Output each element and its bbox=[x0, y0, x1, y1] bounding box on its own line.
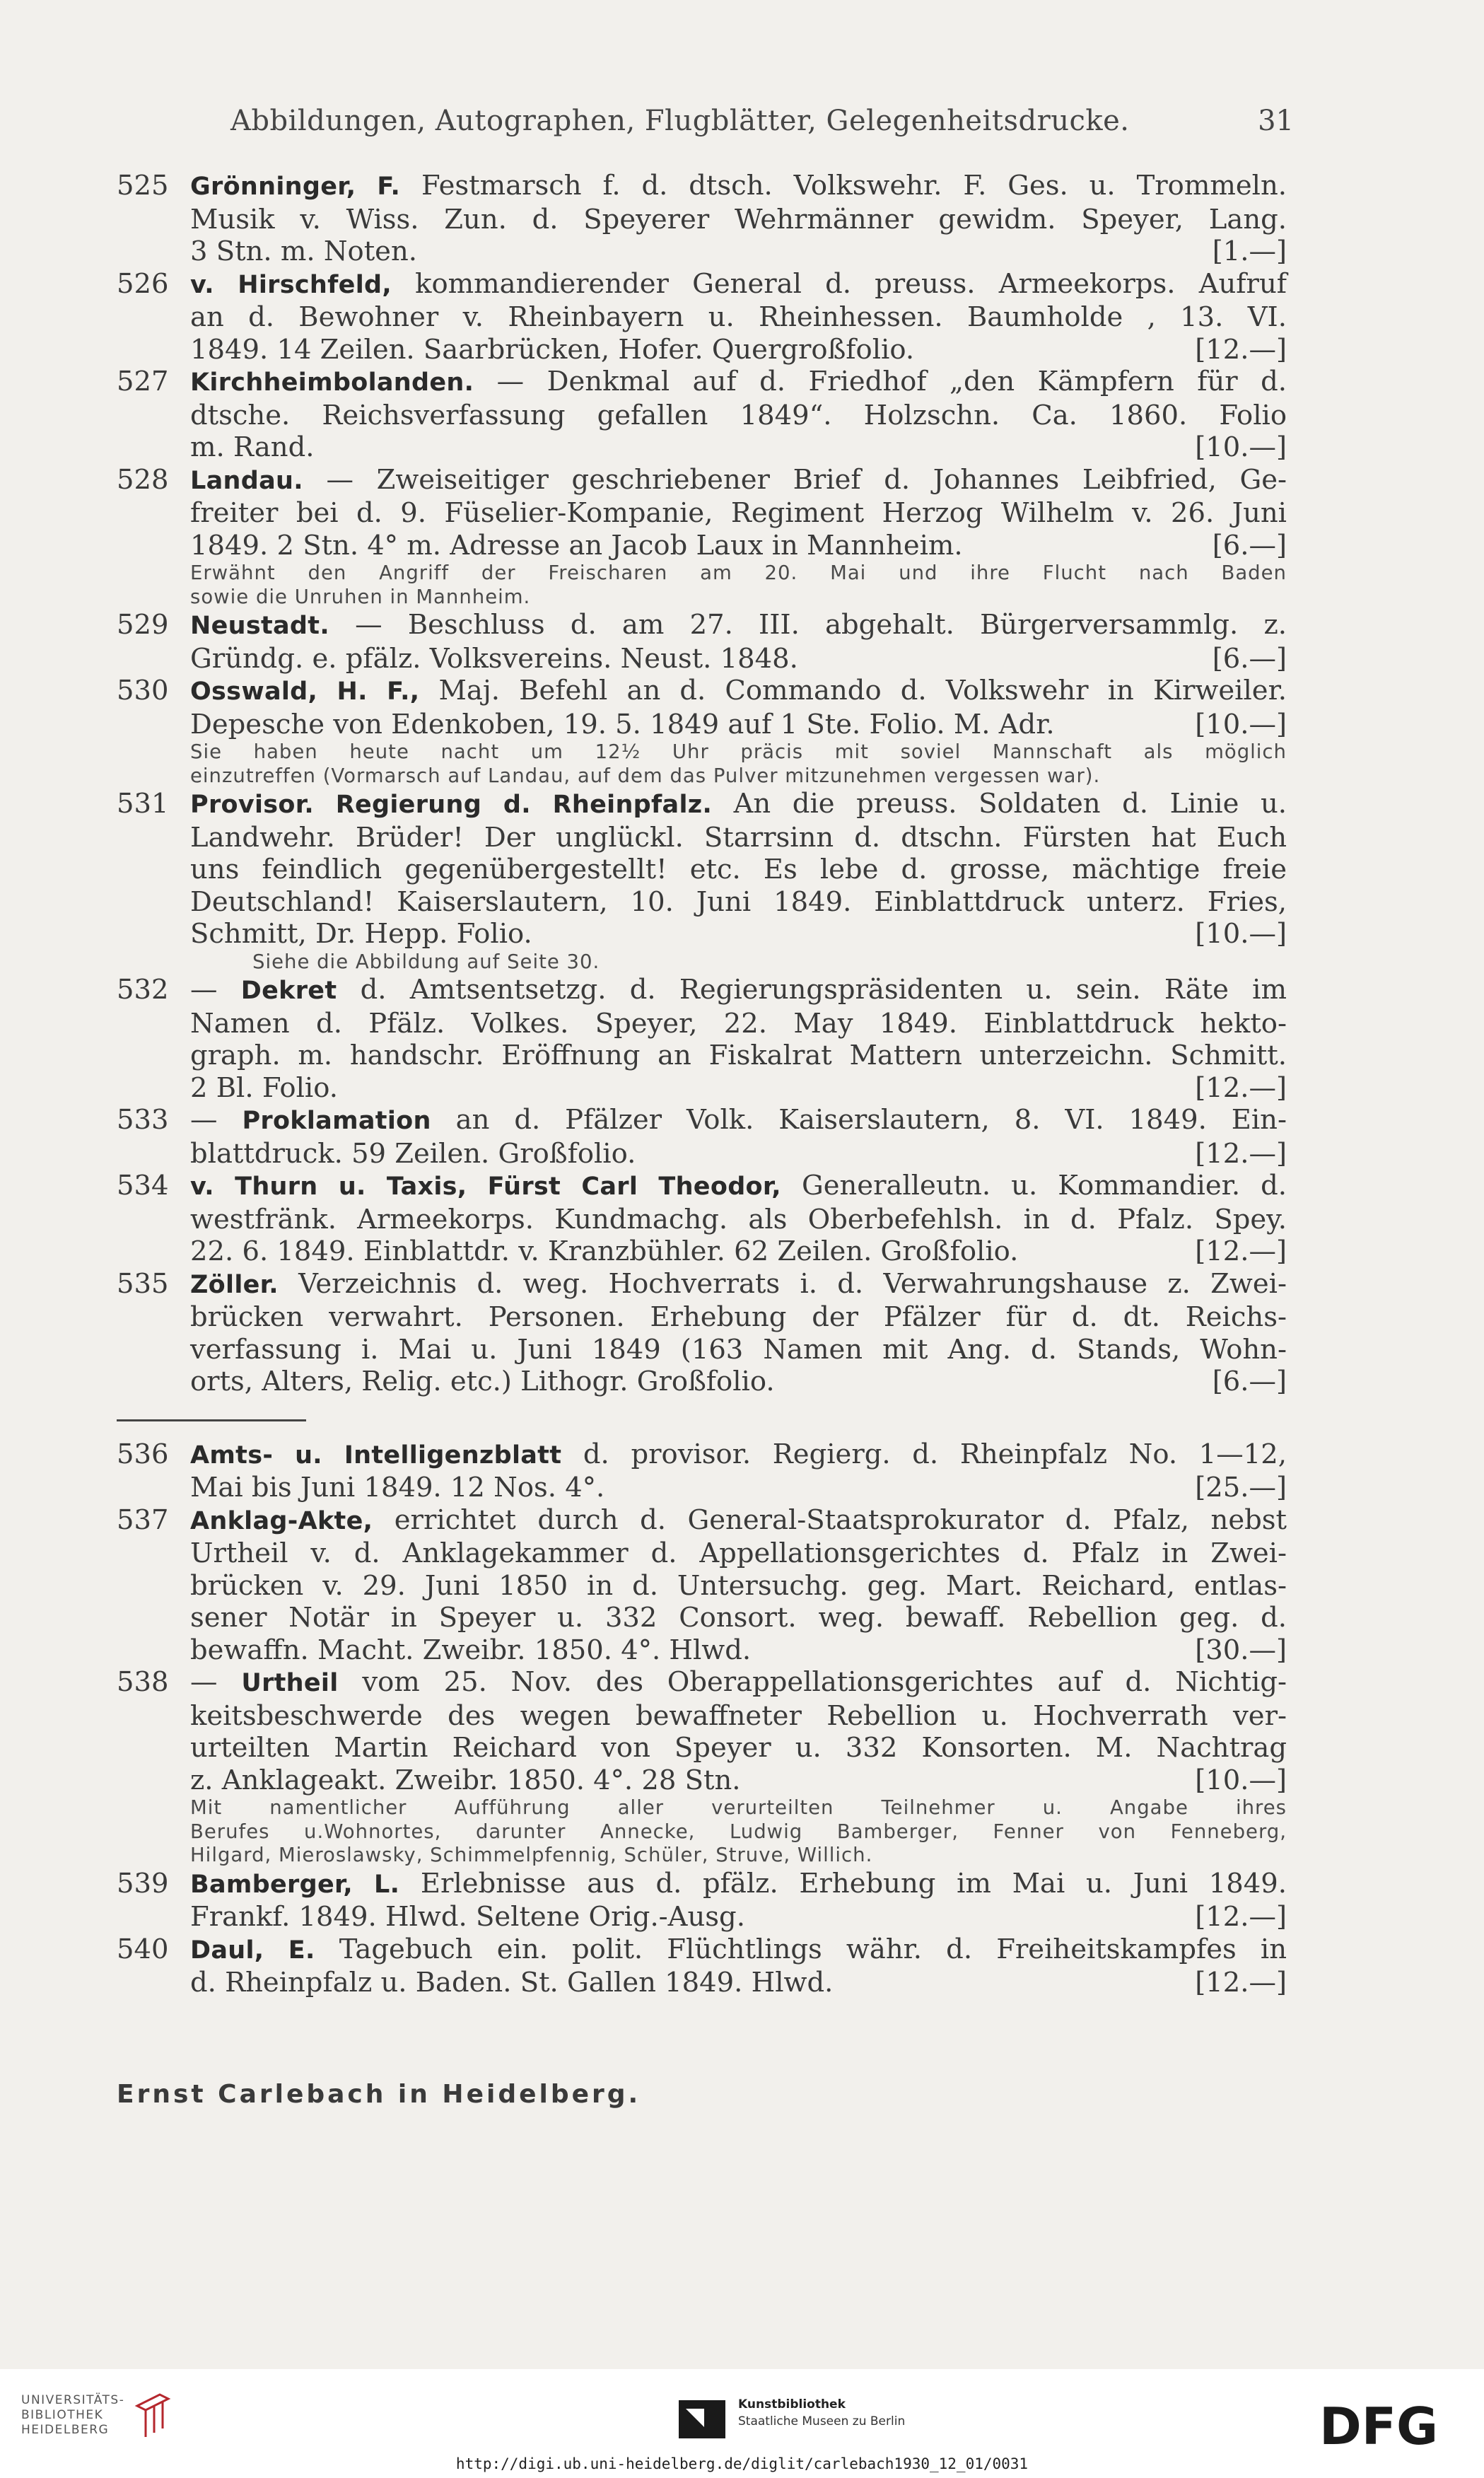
entry-line bbox=[190, 204, 1287, 236]
entry-text: brücken verwahrt. Personen. Erhebung der Pfälzer für d. dt. Reichs- bbox=[190, 1301, 1287, 1333]
entry-text: bewaffn. Macht. Zweibr. 1850. 4°. Hlwd. bbox=[190, 1634, 752, 1666]
kunstbibliothek-logo-icon bbox=[679, 2396, 725, 2443]
entry-group-a bbox=[117, 170, 1287, 1398]
entry-price: [30.—] bbox=[1195, 1634, 1287, 1666]
entry-text: Mai bis Juni 1849. 12 Nos. 4°. bbox=[190, 1472, 605, 1503]
entry-note-line: Hilgard, Mieroslawsky, Schimmelpfennig, Schüler, Struve, Willich. bbox=[190, 1844, 873, 1866]
entry-line bbox=[190, 1967, 1287, 1999]
entry-text: verfassung i. Mai u. Juni 1849 (163 Namen mit Ang. d. Stands, Wohn- bbox=[190, 1333, 1287, 1366]
catalog-entry bbox=[117, 464, 1287, 610]
entry-note-line: sowie die Unruhen in Mannheim. bbox=[190, 585, 531, 608]
entry-heading: Provisor. Regierung d. Rheinpfalz. bbox=[190, 791, 713, 819]
entry-line-text bbox=[190, 530, 963, 562]
entry-number: 534 bbox=[117, 1170, 169, 1202]
entry-number: 540 bbox=[117, 1933, 169, 1965]
entry-text: an d. Pfälzer Volk. Kaiserslautern, 8. VI. 1849. Ein- bbox=[431, 1104, 1287, 1136]
entry-line bbox=[190, 1504, 1287, 1538]
university-logo-icon bbox=[132, 2392, 174, 2441]
entry-line bbox=[190, 1634, 1287, 1667]
entry-text: Gründg. e. pfälz. Volksvereins. Neust. 1848. bbox=[190, 642, 798, 675]
entry-heading: Neustadt. bbox=[190, 612, 329, 640]
entry-text: d. provisor. Regierg. d. Rheinpfalz No. 1—12, bbox=[561, 1438, 1287, 1470]
entry-text: 1849. 14 Zeilen. Saarbrücken, Hofer. Quergroßfolio. bbox=[190, 333, 915, 366]
entry-price: [6.—] bbox=[1212, 642, 1287, 675]
entry-last-row bbox=[190, 1366, 1287, 1398]
entry-last-row bbox=[190, 1764, 1287, 1797]
entry-text: 2 Bl. Folio. bbox=[190, 1071, 338, 1104]
entry-price: [10.—] bbox=[1195, 1764, 1287, 1796]
digitization-bar bbox=[0, 2369, 1484, 2478]
entry-text: uns feindlich gegenübergestellt! etc. Es lebe d. grosse, mächtige freie bbox=[190, 854, 1287, 885]
catalog-entry bbox=[117, 1170, 1287, 1268]
entry-text: kommandierender General d. preuss. Armeekorps. Aufruf bbox=[391, 267, 1287, 300]
entry-last-row bbox=[190, 1472, 1287, 1504]
entry-line bbox=[190, 918, 1287, 950]
entry-price: [25.—] bbox=[1195, 1472, 1287, 1503]
entry-text: vom 25. Nov. des Oberappellationsgerichtes auf d. Nichtig- bbox=[338, 1666, 1287, 1698]
entry-price: [10.—] bbox=[1195, 918, 1287, 950]
entry-text: d. Rheinpfalz u. Baden. St. Gallen 1849. Hlwd. bbox=[190, 1967, 834, 1999]
entry-line bbox=[190, 675, 1287, 709]
entry-heading: Daul, E. bbox=[190, 1936, 315, 1965]
catalog-entry bbox=[117, 1868, 1287, 1933]
entry-note bbox=[190, 1796, 1287, 1868]
catalog-entry bbox=[117, 675, 1287, 788]
entry-line bbox=[190, 1901, 1287, 1933]
entry-last-row bbox=[190, 235, 1287, 268]
entry-line bbox=[190, 334, 1287, 366]
entry-text: Maj. Befehl an d. Commando d. Volkswehr in Kirweiler. bbox=[419, 675, 1287, 706]
entry-line bbox=[190, 301, 1287, 334]
entry-heading: Anklag-Akte, bbox=[190, 1506, 373, 1535]
entry-price: [12.—] bbox=[1195, 1071, 1287, 1104]
kunstbibliothek-subtitle: Staatliche Museen zu Berlin bbox=[738, 2414, 906, 2428]
catalog-entry bbox=[117, 974, 1287, 1104]
entry-text: Deutschland! Kaiserslautern, 10. Juni 1849. Einblattdruck unterz. Fries, bbox=[190, 885, 1287, 918]
entry-text: Namen d. Pfälz. Volkes. Speyer, 22. May 1849. Einblattdruck hekto- bbox=[190, 1007, 1287, 1040]
entry-line bbox=[190, 643, 1287, 675]
svg-text:DFG: DFG bbox=[1319, 2400, 1439, 2450]
catalog-entry bbox=[117, 366, 1287, 464]
entry-line bbox=[190, 1235, 1287, 1268]
entry-text: Tagebuch ein. polit. Flüchtlings währ. d. Freiheitskampfes in bbox=[315, 1933, 1287, 1965]
entry-text: an d. Bewohner v. Rheinbayern u. Rheinhessen. Baumholde , 13. VI. bbox=[190, 301, 1287, 333]
entry-text: Festmarsch f. d. dtsch. Volkswehr. F. Ges. u. Trommeln. bbox=[400, 170, 1287, 202]
entry-text: Erlebnisse aus d. pfälz. Erhebung im Mai u. Juni 1849. bbox=[399, 1867, 1287, 1900]
entry-note-line: Erwähnt den Angriff der Freischaren am 20. Mai und ihre Flucht nach Baden bbox=[190, 562, 1287, 584]
entry-note-line: Siehe die Abbildung auf Seite 30. bbox=[252, 950, 600, 973]
entry-price: [12.—] bbox=[1195, 1967, 1287, 1999]
entry-heading: v. Hirschfeld, bbox=[190, 270, 392, 299]
entry-price: [6.—] bbox=[1212, 529, 1287, 562]
entry-line bbox=[190, 1602, 1287, 1634]
entry-line bbox=[190, 1537, 1287, 1570]
entry-text: blattdruck. 59 Zeilen. Großfolio. bbox=[190, 1137, 636, 1170]
entry-price: [12.—] bbox=[1195, 1235, 1287, 1267]
entry-line-text bbox=[190, 1901, 745, 1933]
entry-number: 531 bbox=[117, 788, 169, 820]
section-separator bbox=[117, 1419, 306, 1421]
entry-line bbox=[190, 1040, 1287, 1072]
entry-line bbox=[190, 709, 1287, 741]
entry-line bbox=[190, 497, 1287, 530]
entry-heading: Landau. bbox=[190, 466, 303, 495]
entry-heading: Kirchheimbolanden. bbox=[190, 368, 474, 397]
entry-line-text bbox=[190, 1072, 338, 1105]
entry-text: dtsche. Reichsverfassung gefallen 1849“. Holzschn. Ca. 1860. Folio bbox=[190, 399, 1287, 431]
catalog-entries bbox=[117, 170, 1287, 1999]
entry-text: — Zweiseitiger geschriebener Brief d. Johannes Leibfried, Ge- bbox=[303, 463, 1287, 496]
catalog-entry bbox=[117, 788, 1287, 974]
entry-line bbox=[190, 609, 1287, 643]
entry-line bbox=[190, 1570, 1287, 1602]
entry-line bbox=[190, 1764, 1287, 1797]
entry-note-line: Berufes u.Wohnortes, darunter Annecke, Ludwig Bamberger, Fenner von Fenneberg, bbox=[190, 1820, 1287, 1843]
entry-last-row bbox=[190, 918, 1287, 950]
entry-text: — Denkmal auf d. Friedhof „den Kämpfern für d. bbox=[474, 366, 1287, 397]
entry-line-text bbox=[190, 1366, 775, 1398]
entry-text: Depesche von Edenkoben, 19. 5. 1849 auf 1 Ste. Folio. M. Adr. bbox=[190, 708, 1055, 740]
entry-number: 539 bbox=[117, 1867, 169, 1900]
entry-note-line: Sie haben heute nacht um 12½ Uhr präcis mit soviel Mannschaft als möglich bbox=[190, 740, 1287, 763]
entry-heading: Zöller. bbox=[190, 1270, 279, 1299]
entry-line bbox=[190, 1438, 1287, 1472]
entry-price: [12.—] bbox=[1195, 1901, 1287, 1933]
entry-line-text bbox=[190, 1235, 1018, 1268]
entry-last-row bbox=[190, 530, 1287, 562]
entry-price: [12.—] bbox=[1195, 1137, 1287, 1170]
entry-line bbox=[190, 886, 1287, 919]
entry-text: — bbox=[190, 1104, 243, 1136]
entry-last-row bbox=[190, 709, 1287, 741]
page-number: 31 bbox=[1258, 105, 1294, 137]
entry-last-row bbox=[190, 1967, 1287, 1999]
entry-line-text bbox=[190, 1472, 604, 1504]
entry-last-row bbox=[190, 1634, 1287, 1667]
entry-line bbox=[190, 1732, 1287, 1764]
entry-heading: v. Thurn u. Taxis, Fürst Carl Theodor, bbox=[190, 1173, 781, 1201]
entry-last-row bbox=[190, 1072, 1287, 1105]
entry-note-line: Mit namentlicher Aufführung aller verurteilten Teilnehmer u. Angabe ihres bbox=[190, 1796, 1287, 1819]
entry-line bbox=[190, 1472, 1287, 1504]
entry-line bbox=[190, 1700, 1287, 1733]
entry-number: 526 bbox=[117, 267, 169, 300]
entry-text: Schmitt, Dr. Hepp. Folio. bbox=[190, 918, 532, 950]
entry-number: 528 bbox=[117, 463, 169, 496]
entry-text: graph. m. handschr. Eröffnung an Fiskalrat Mattern unterzeichn. Schmitt. bbox=[190, 1040, 1287, 1071]
entry-text: Generalleutn. u. Kommandier. d. bbox=[781, 1170, 1287, 1202]
entry-line bbox=[190, 268, 1287, 302]
entry-heading: Proklamation bbox=[242, 1107, 431, 1135]
entry-last-row bbox=[190, 1901, 1287, 1933]
page-header bbox=[230, 105, 1294, 137]
entry-last-row bbox=[190, 1138, 1287, 1170]
entry-text: 3 Stn. m. Noten. bbox=[190, 235, 417, 267]
catalog-entry bbox=[117, 609, 1287, 675]
entry-line bbox=[190, 235, 1287, 268]
entry-number: 527 bbox=[117, 366, 169, 397]
entry-line bbox=[190, 1204, 1287, 1236]
entry-line-text bbox=[190, 334, 914, 366]
entry-heading: Grönninger, F. bbox=[190, 173, 401, 201]
entry-text: An die preuss. Soldaten d. Linie u. bbox=[712, 788, 1287, 820]
entry-price: [1.—] bbox=[1212, 235, 1287, 267]
entry-price: [10.—] bbox=[1195, 708, 1287, 740]
entry-last-row bbox=[190, 334, 1287, 366]
entry-text: freiter bei d. 9. Füselier-Kompanie, Regiment Herzog Wilhelm v. 26. Juni bbox=[190, 497, 1287, 529]
entry-line-text bbox=[190, 1967, 833, 1999]
entry-text: Landwehr. Brüder! Der unglückl. Starrsinn d. dtschn. Fürsten hat Euch bbox=[190, 821, 1287, 854]
entry-text: z. Anklageakt. Zweibr. 1850. 4°. 28 Stn. bbox=[190, 1764, 741, 1796]
entry-text: m. Rand. bbox=[190, 431, 315, 463]
entry-line bbox=[190, 1170, 1287, 1204]
entry-line bbox=[190, 974, 1287, 1008]
entry-last-row bbox=[190, 431, 1287, 464]
entry-number: 533 bbox=[117, 1104, 169, 1136]
entry-text: d. Amtsentsetzg. d. Regierungspräsidenten u. sein. Räte im bbox=[337, 974, 1287, 1006]
entry-heading: Bamberger, L. bbox=[190, 1870, 400, 1899]
entry-text: brücken v. 29. Juni 1850 in d. Untersuchg. geg. Mart. Reichard, entlas- bbox=[190, 1569, 1287, 1602]
catalog-entry bbox=[117, 1666, 1287, 1868]
entry-number: 536 bbox=[117, 1438, 169, 1470]
publisher-footer: Ernst Carlebach in Heidelberg. bbox=[117, 2080, 641, 2109]
entry-line-text bbox=[190, 643, 798, 675]
entry-text: sener Notär in Speyer u. 332 Consort. weg. bewaff. Rebellion geg. d. bbox=[190, 1602, 1287, 1634]
entry-number: 538 bbox=[117, 1666, 169, 1698]
entry-line bbox=[190, 170, 1287, 204]
entry-note bbox=[190, 562, 1287, 609]
entry-number: 525 bbox=[117, 170, 169, 202]
entry-line-text bbox=[190, 1138, 636, 1170]
catalog-entry bbox=[117, 1933, 1287, 1999]
entry-line bbox=[190, 1008, 1287, 1040]
entry-text: — bbox=[190, 974, 241, 1006]
entry-text: 1849. 2 Stn. 4° m. Adresse an Jacob Laux in Mannheim. bbox=[190, 529, 963, 562]
catalog-entry bbox=[117, 1268, 1287, 1398]
entry-line bbox=[190, 1868, 1287, 1902]
entry-group-b bbox=[117, 1438, 1287, 1999]
source-url-link[interactable]: http://digi.ub.uni-heidelberg.de/diglit/carlebach1930_12_01/0031 bbox=[455, 2455, 1029, 2472]
entry-number: 530 bbox=[117, 675, 169, 706]
entry-number: 535 bbox=[117, 1267, 169, 1300]
entry-text: errichtet durch d. General-Staatsprokurator d. Pfalz, nebst bbox=[373, 1503, 1287, 1536]
catalog-entry bbox=[117, 268, 1287, 366]
entry-line bbox=[190, 1666, 1287, 1700]
entry-last-row bbox=[190, 643, 1287, 675]
entry-line bbox=[190, 1072, 1287, 1105]
entry-text: westfränk. Armeekorps. Kundmachg. als Oberbefehlsh. in d. Pfalz. Spey. bbox=[190, 1203, 1287, 1235]
entry-line bbox=[190, 1933, 1287, 1967]
catalog-entry bbox=[117, 1504, 1287, 1667]
entry-heading: Amts- u. Intelligenzblatt bbox=[190, 1441, 562, 1470]
entry-note bbox=[190, 950, 1287, 975]
entry-line-text bbox=[190, 1634, 751, 1667]
catalog-entry bbox=[117, 170, 1287, 268]
entry-line bbox=[190, 400, 1287, 432]
entry-text: Frankf. 1849. Hlwd. Seltene Orig.-Ausg. bbox=[190, 1901, 745, 1933]
entry-line-text bbox=[190, 1764, 741, 1797]
entry-price: [12.—] bbox=[1195, 333, 1287, 366]
entry-text: keitsbeschwerde des wegen bewaffneter Rebellion u. Hochverrath ver- bbox=[190, 1699, 1287, 1732]
entry-line bbox=[190, 788, 1287, 822]
entry-text: 22. 6. 1849. Einblattdr. v. Kranzbühler. 62 Zeilen. Großfolio. bbox=[190, 1235, 1019, 1267]
entry-line bbox=[190, 1334, 1287, 1366]
entry-line-text bbox=[190, 235, 417, 268]
entry-last-row bbox=[190, 1235, 1287, 1268]
entry-heading: Urtheil bbox=[241, 1669, 339, 1697]
entry-number: 532 bbox=[117, 974, 169, 1006]
entry-note bbox=[190, 740, 1287, 788]
entry-line bbox=[190, 464, 1287, 498]
entry-text: — Beschluss d. am 27. III. abgehalt. Bürgerversammlg. z. bbox=[329, 609, 1287, 641]
entry-note-line: einzutreffen (Vormarsch auf Landau, auf dem das Pulver mitzunehmen vergessen war). bbox=[190, 764, 1101, 787]
catalog-entry bbox=[117, 1438, 1287, 1504]
entry-line bbox=[190, 1104, 1287, 1138]
entry-line bbox=[190, 1268, 1287, 1302]
entry-number: 537 bbox=[117, 1503, 169, 1536]
entry-text: Verzeichnis d. weg. Hochverrats i. d. Verwahrungshause z. Zwei- bbox=[278, 1267, 1287, 1300]
entry-line bbox=[190, 366, 1287, 400]
entry-heading: Osswald, H. F., bbox=[190, 677, 420, 706]
entry-line bbox=[190, 1301, 1287, 1334]
entry-line bbox=[190, 822, 1287, 854]
kunstbibliothek-name: Kunstbibliothek bbox=[738, 2397, 846, 2412]
dfg-logo-icon bbox=[1319, 2400, 1465, 2450]
entry-line bbox=[190, 530, 1287, 562]
running-title: Abbildungen, Autographen, Flugblätter, Gelegenheitsdrucke. bbox=[230, 105, 1130, 137]
entry-text: urteilten Martin Reichard von Speyer u. 332 Konsorten. M. Nachtrag bbox=[190, 1732, 1287, 1764]
entry-price: [10.—] bbox=[1195, 431, 1287, 463]
entry-price: [6.—] bbox=[1212, 1366, 1287, 1397]
entry-text: Urtheil v. d. Anklagekammer d. Appellationsgerichtes d. Pfalz in Zwei- bbox=[190, 1537, 1287, 1569]
entry-line-text bbox=[190, 709, 1055, 741]
catalog-entry bbox=[117, 1104, 1287, 1170]
entry-text: orts, Alters, Relig. etc.) Lithogr. Großfolio. bbox=[190, 1366, 775, 1397]
entry-line bbox=[190, 1138, 1287, 1170]
entry-line-text bbox=[190, 431, 315, 464]
entry-line-text bbox=[190, 918, 532, 950]
entry-heading: Dekret bbox=[240, 977, 337, 1005]
entry-line bbox=[190, 431, 1287, 464]
university-library-label: UNIVERSITÄTS- BIBLIOTHEK HEIDELBERG bbox=[21, 2393, 125, 2437]
entry-text: — bbox=[190, 1666, 242, 1698]
entry-line bbox=[190, 1366, 1287, 1398]
entry-number: 529 bbox=[117, 609, 169, 641]
entry-text: Musik v. Wiss. Zun. d. Speyerer Wehrmänner gewidm. Speyer, Lang. bbox=[190, 203, 1287, 235]
entry-line bbox=[190, 854, 1287, 886]
